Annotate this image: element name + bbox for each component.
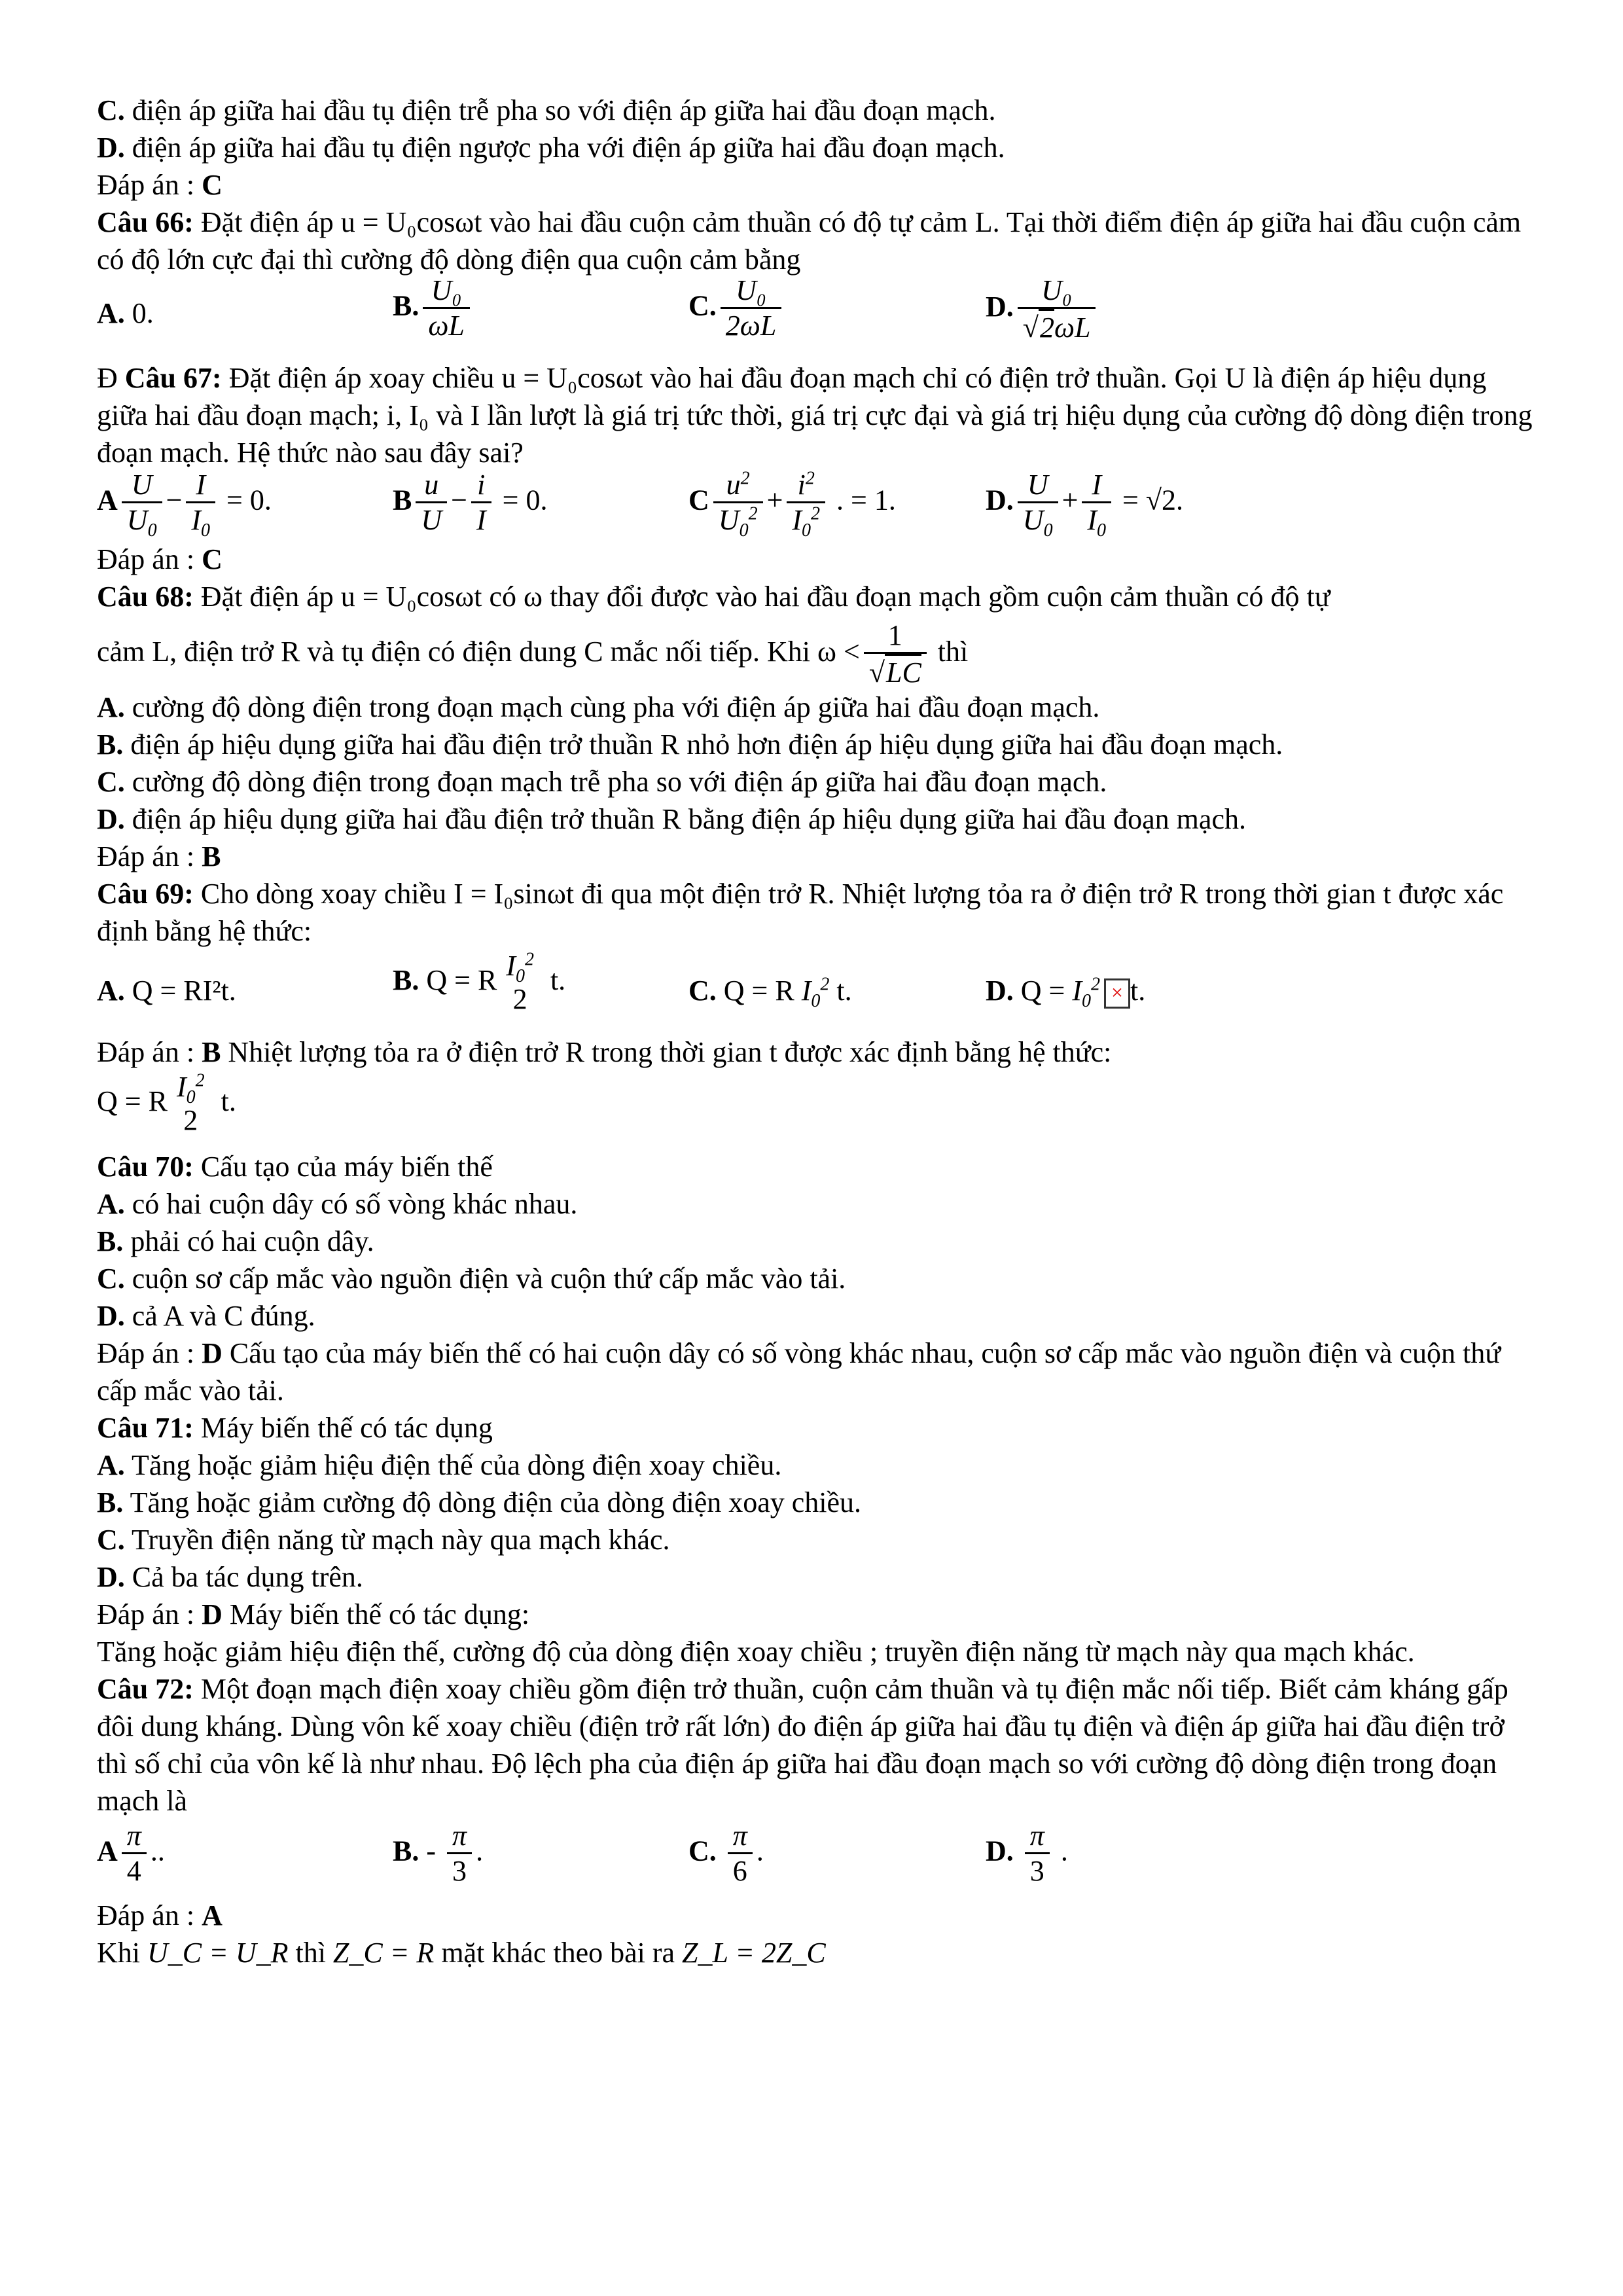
q72-option-d: D. $\frac{\pi}{3}$ . xyxy=(986,1820,1068,1887)
q69-formula: Q = R $I_0^2$ 2 t. xyxy=(97,1070,236,1136)
question-71 xyxy=(97,1409,1537,1446)
question-text: Máy biến thế có tác dụng xyxy=(193,1412,493,1444)
q66-options xyxy=(97,274,1537,357)
q69-options xyxy=(97,950,1537,1033)
question-label: Câu 67: xyxy=(124,362,222,394)
q71-answer: Đáp án : D Máy biến thế có tác dụng: xyxy=(97,1598,530,1630)
eq-zc-r: Z_C = R xyxy=(332,1937,435,1969)
q70-answer: Đáp án : D Cấu tạo của máy biến thế có hai cuộn dây có số vòng khác nhau, cuộn sơ cấp mắc vào nguồn điện và cuộn thứ cấp mắc vào tải. xyxy=(97,1337,1501,1407)
question-72 xyxy=(97,1670,1537,1820)
q68-option-c: C. cường độ dòng điện trong đoạn mạch trễ pha so với điện áp giữa hai đầu đoạn mạch. xyxy=(97,766,1107,798)
q68-option-b: B. điện áp hiệu dụng giữa hai đầu điện trở thuần R nhỏ hơn điện áp hiệu dụng giữa hai đầu đoạn mạch. xyxy=(97,728,1283,761)
q71-option-b: B. Tăng hoặc giảm cường độ dòng điện của dòng điện xoay chiều. xyxy=(97,1486,862,1518)
question-label: Câu 70: xyxy=(97,1151,194,1183)
answer-value: A xyxy=(202,1899,223,1931)
answer-value: B xyxy=(202,840,221,872)
question-69 xyxy=(97,875,1537,950)
q68-option-d: D. điện áp hiệu dụng giữa hai đầu điện trở thuần R bằng điện áp hiệu dụng giữa hai đầu đoạn mạch. xyxy=(97,803,1246,835)
question-text: Đặt điện áp xoay chiều u = U₀cosωt vào hai đầu đoạn mạch chỉ có điện trở thuần. Gọi U là điện áp hiệu dụng giữa hai đầu đoạn mạch; i, I₀ và I lần lượt là giá trị tức thời, giá trị cực đại và giá trị hiệu dụng của cường độ dòng điện trong đoạn mạch. Hệ thức nào sau đây sai? xyxy=(97,362,1533,469)
option-text: điện áp giữa hai đầu tụ điện trễ pha so với điện áp giữa hai đầu đoạn mạch. xyxy=(124,94,996,126)
q71-option-d: D. Cả ba tác dụng trên. xyxy=(97,1561,363,1593)
question-text: Một đoạn mạch điện xoay chiều gồm điện trở thuần, cuộn cảm thuần và tụ điện mắc nối tiếp. Biết cảm kháng gấp đôi dung kháng. Dùng vôn kế xoay chiều (điện trở rất lớn) đo điện áp giữa hai đầu tụ điện và điện áp giữa hai đầu điện trở thì số chỉ của vôn kế là như nhau. Độ lệch pha của điện áp giữa hai đầu đoạn mạch so với cường độ dòng điện trong đoạn mạch là xyxy=(97,1673,1508,1817)
question-70 xyxy=(97,1148,1537,1185)
q67-options xyxy=(97,468,1537,550)
option-text: điện áp giữa hai đầu tụ điện ngược pha với điện áp giữa hai đầu đoạn mạch. xyxy=(124,132,1005,164)
q67-answer: Đáp án : C xyxy=(97,543,223,575)
q69-option-d: D. $Q = I_0^2\times t$. xyxy=(986,972,1145,1009)
answer-value: C xyxy=(202,169,223,201)
q68-option-a: A. cường độ dòng điện trong đoạn mạch cùng pha với điện áp giữa hai đầu đoạn mạch. xyxy=(97,691,1100,723)
answer-value: B xyxy=(202,1036,221,1068)
q69-option-c: C. Q = R $I_0^2$ t. xyxy=(688,974,852,1011)
option-d-line xyxy=(97,129,1537,166)
question-label: Câu 66: xyxy=(97,206,194,238)
q68-answer: Đáp án : B xyxy=(97,840,221,872)
eq-zl-2zc: Z_L = 2Z_C xyxy=(682,1937,826,1969)
answer-value: D xyxy=(202,1337,223,1369)
question-label: Câu 72: xyxy=(97,1673,194,1705)
q72-option-a: A $\frac{\pi}{4}$ .. xyxy=(97,1820,165,1887)
question-text: Cấu tạo của máy biến thế xyxy=(193,1151,493,1183)
q67-option-c: C $\frac{u^2}{U_0^2}$ + $\frac{i^2}{I_0^2}$ . = 1. xyxy=(688,468,896,541)
question-label: Câu 71: xyxy=(97,1412,194,1444)
q70-option-b: B. phải có hai cuộn dây. xyxy=(97,1225,374,1257)
q66-option-d: D. $\frac{\text{U₀}}{√2\omega L}$ xyxy=(986,274,1099,345)
q72-options xyxy=(97,1820,1537,1897)
answer-value: C xyxy=(202,543,223,575)
q67-option-a: A $\frac{U}{U_0}$ − $\frac{I}{I_0}$ = 0. xyxy=(97,469,272,541)
answer-prefix: Đáp án : xyxy=(97,169,202,201)
question-prefix: Đ xyxy=(97,362,125,394)
q69-option-a: A. Q = RI²t. xyxy=(97,975,236,1007)
answer-line xyxy=(97,166,1537,204)
q70-option-c: C. cuộn sơ cấp mắc vào nguồn điện và cuộn thứ cấp mắc vào tải. xyxy=(97,1263,846,1295)
q71-explanation: Tăng hoặc giảm hiệu điện thế, cường độ của dòng điện xoay chiều ; truyền điện năng từ mạch này qua mạch khác. xyxy=(97,1636,1415,1668)
q72-answer: Đáp án : A xyxy=(97,1899,223,1931)
q66-option-c: C. $\frac{\text{U₀}}{2\omega L}$ xyxy=(688,274,785,343)
option-label: D. xyxy=(97,132,125,164)
q70-option-a: A. có hai cuộn dây có số vòng khác nhau. xyxy=(97,1188,578,1220)
question-label: Câu 69: xyxy=(97,878,194,910)
q69-option-b: B. Q = R $I_0^2$ 2 t. xyxy=(393,949,566,1015)
question-68-cont: cảm L, điện trở R và tụ điện có điện dung C mắc nối tiếp. Khi ω < $\frac{1}{√LC}$ thì xyxy=(97,619,969,689)
option-c-line xyxy=(97,92,1537,129)
q72-final: Khi U_C = U_R thì Z_C = R mặt khác theo bài ra Z_L = 2Z_C xyxy=(97,1937,826,1969)
option-label: C. xyxy=(97,94,125,126)
q71-option-c: C. Truyền điện năng từ mạch này qua mạch khác. xyxy=(97,1524,670,1556)
question-68 xyxy=(97,578,1537,615)
question-67 xyxy=(97,359,1537,471)
q67-option-b: B $\frac{u}{U}$ − $\frac{i}{I}$ = 0. xyxy=(393,469,548,536)
question-text: Cho dòng xoay chiều I = I₀sinωt đi qua một điện trở R. Nhiệt lượng tỏa ra ở điện trở R trong thời gian t được xác định bằng hệ thức: xyxy=(97,878,1504,947)
q70-option-d: D. cả A và C đúng. xyxy=(97,1300,315,1332)
document-page xyxy=(97,92,1537,1971)
question-label: Câu 68: xyxy=(97,581,194,613)
q71-option-a: A. Tăng hoặc giảm hiệu điện thế của dòng điện xoay chiều. xyxy=(97,1449,782,1481)
q66-option-a: A. 0. xyxy=(97,297,154,329)
question-text: Đặt điện áp u = U₀cosωt có ω thay đổi được vào hai đầu đoạn mạch gồm cuộn cảm thuần có độ tự xyxy=(193,581,1330,613)
eq-uc-ur: U_C = U_R xyxy=(147,1937,289,1969)
q72-option-c: C. $\frac{\pi}{6}$ . xyxy=(688,1820,764,1887)
answer-value: D xyxy=(202,1598,223,1630)
question-text: Đặt điện áp u = U₀cosωt vào hai đầu cuộn cảm thuần có độ tự cảm L. Tại thời điểm điện áp giữa hai đầu cuộn cảm có độ lớn cực đại thì cường độ dòng điện qua cuộn cảm bằng xyxy=(97,206,1522,276)
q66-option-b: B. $\frac{\text{U₀}}{\omega L}$ xyxy=(393,274,474,343)
q67-option-d: D. $\frac{U}{U_0}$ + $\frac{I}{I_0}$ = √2. xyxy=(986,469,1184,541)
question-66 xyxy=(97,204,1537,278)
q72-option-b: B. - $\frac{\pi}{3}$ . xyxy=(393,1820,484,1887)
broken-image-icon xyxy=(1104,978,1130,1009)
q69-answer: Đáp án : B Nhiệt lượng tỏa ra ở điện trở R trong thời gian t được xác định bằng hệ thức: xyxy=(97,1036,1112,1068)
